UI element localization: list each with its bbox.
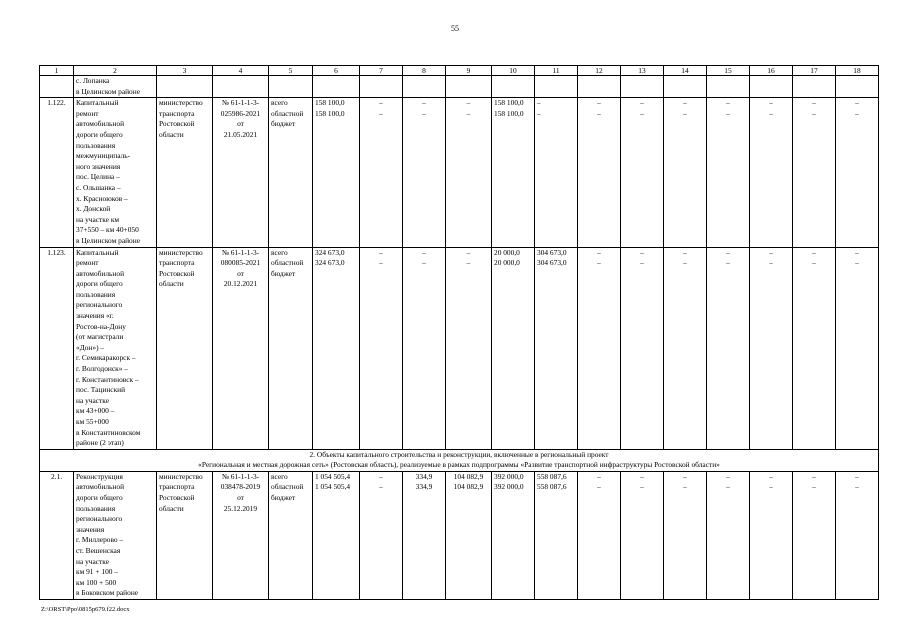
text-line: на участке bbox=[76, 395, 109, 405]
text-line: км 43+000 – bbox=[76, 406, 115, 416]
document-cell bbox=[213, 471, 269, 599]
text-line: ст. Вешенская bbox=[76, 545, 121, 555]
value: – bbox=[466, 247, 471, 257]
text-line: области bbox=[159, 503, 184, 513]
value-cell-18 bbox=[836, 247, 879, 449]
value: – bbox=[769, 482, 773, 492]
empty-cell bbox=[360, 76, 403, 98]
text-line: х. Донской bbox=[76, 204, 111, 214]
text-line: автомобильной bbox=[76, 119, 125, 129]
value: 1 054 505,4 bbox=[315, 471, 351, 481]
text-line: ремонт bbox=[76, 258, 99, 268]
value: 20 000,0 bbox=[494, 258, 520, 268]
empty-cell bbox=[213, 76, 269, 98]
value-cell-12 bbox=[578, 471, 621, 599]
value: – bbox=[812, 247, 816, 257]
text-line: Ростовской bbox=[159, 492, 195, 502]
text-line: транспорта bbox=[159, 482, 195, 492]
value: – bbox=[726, 258, 730, 268]
text-line: министерство bbox=[159, 471, 203, 481]
value: 158 100,0 bbox=[315, 98, 345, 108]
value-cell-9 bbox=[446, 98, 492, 247]
table-row bbox=[40, 247, 879, 449]
text-line: 080085-2021 bbox=[220, 258, 261, 268]
value: – bbox=[769, 258, 773, 268]
text-line: Ростов-на-Дону bbox=[76, 321, 126, 331]
funding-source-label: всего bbox=[271, 98, 288, 108]
text-line: автомобильной bbox=[76, 268, 125, 278]
text-line: на участке bbox=[76, 556, 109, 566]
text-line: от bbox=[237, 492, 244, 502]
value: – bbox=[812, 471, 816, 481]
text-line: «Дон») – bbox=[76, 342, 105, 352]
value-cell-13 bbox=[621, 247, 664, 449]
value-cell-10 bbox=[492, 98, 535, 247]
column-number-9: 9 bbox=[446, 66, 492, 76]
value: – bbox=[683, 258, 687, 268]
text-line: от bbox=[237, 119, 244, 129]
value: – bbox=[466, 108, 471, 118]
text-line: 21.05.2021 bbox=[223, 129, 258, 139]
text-line: в Целинском районе bbox=[76, 235, 140, 245]
value: – bbox=[769, 98, 773, 108]
value: – bbox=[537, 98, 541, 108]
value: 334,9 bbox=[415, 471, 433, 481]
value: 158 100,0 bbox=[315, 108, 345, 118]
value: – bbox=[855, 108, 859, 118]
text-line: в Целинском районе bbox=[76, 86, 140, 96]
column-number-16: 16 bbox=[750, 66, 793, 76]
value: – bbox=[597, 471, 601, 481]
text-line: значения «г. bbox=[76, 311, 114, 321]
value: – bbox=[683, 247, 687, 257]
text-line: регионального bbox=[76, 300, 123, 310]
column-number-8: 8 bbox=[403, 66, 446, 76]
value: – bbox=[597, 482, 601, 492]
value: – bbox=[640, 258, 644, 268]
value: – bbox=[640, 247, 644, 257]
column-number-1: 1 bbox=[40, 66, 74, 76]
row-number-cell: 2.1. bbox=[40, 471, 74, 599]
value-cell-17 bbox=[793, 471, 836, 599]
value-cell-10 bbox=[492, 471, 535, 599]
text-line: транспорта bbox=[159, 258, 195, 268]
value: 158 100,0 bbox=[494, 98, 524, 108]
value: – bbox=[855, 471, 859, 481]
value: – bbox=[769, 108, 773, 118]
value-cell-16 bbox=[750, 247, 793, 449]
document-cell bbox=[213, 98, 269, 247]
value: 1 054 505,4 bbox=[315, 482, 351, 492]
object-name-cell bbox=[74, 76, 157, 98]
empty-cell bbox=[578, 76, 621, 98]
text-line: значения bbox=[76, 524, 105, 534]
value-cell-13 bbox=[621, 98, 664, 247]
funding-source-cell bbox=[269, 98, 313, 247]
file-path-footer: Z:\ORST\Ppo\0815p679.f22.docx bbox=[41, 606, 130, 613]
value-cell-7 bbox=[360, 98, 403, 247]
text-line: министерство bbox=[159, 247, 203, 257]
text-line: с. Лопанка bbox=[76, 76, 110, 85]
value: 324 673,0 bbox=[315, 247, 345, 257]
value: 20 000,0 bbox=[494, 247, 520, 257]
value: – bbox=[422, 258, 426, 268]
value: – bbox=[640, 482, 644, 492]
value: 104 082,9 bbox=[453, 471, 484, 481]
column-number-11: 11 bbox=[535, 66, 578, 76]
value-cell-6 bbox=[313, 471, 360, 599]
section-heading-line: «Региональная и местная дорожная сеть» (Ростовская область), реализуемые в рамках подпрограммы «Развитие транспортной инфраструктуры Ростовской области» bbox=[198, 460, 720, 470]
value-cell-9 bbox=[446, 247, 492, 449]
value: – bbox=[855, 482, 859, 492]
budget-table bbox=[39, 65, 879, 600]
text-line: ного значения bbox=[76, 161, 121, 171]
column-number-18: 18 bbox=[836, 66, 879, 76]
value-cell-17 bbox=[793, 98, 836, 247]
text-line: автомобильной bbox=[76, 482, 125, 492]
text-line: пользования bbox=[76, 140, 116, 150]
text-line: дороги общего bbox=[76, 492, 123, 502]
column-number-4: 4 bbox=[213, 66, 269, 76]
value: – bbox=[640, 108, 644, 118]
value-cell-16 bbox=[750, 98, 793, 247]
value: – bbox=[640, 471, 644, 481]
value-cell-10 bbox=[492, 247, 535, 449]
value-cell-9 bbox=[446, 471, 492, 599]
row-number-cell: 1.122. bbox=[40, 98, 74, 247]
text-line: Ростовской bbox=[159, 119, 195, 129]
value: – bbox=[769, 247, 773, 257]
text-line: км 55+000 bbox=[76, 417, 109, 426]
value: – bbox=[597, 98, 601, 108]
value-cell-15 bbox=[707, 247, 750, 449]
object-name-cell bbox=[74, 98, 157, 247]
text-line: регионального bbox=[76, 514, 123, 524]
customer-cell bbox=[157, 247, 213, 449]
customer-cell bbox=[157, 98, 213, 247]
empty-cell bbox=[492, 76, 535, 98]
funding-source-label: областной бюджет bbox=[271, 108, 304, 129]
funding-source-label: всего bbox=[271, 471, 288, 481]
text-line: № 61-1-1-3- bbox=[221, 98, 260, 108]
customer-cell bbox=[157, 471, 213, 599]
value: – bbox=[812, 258, 816, 268]
empty-cell bbox=[836, 76, 879, 98]
text-line: Капитальный bbox=[76, 247, 119, 257]
empty-cell bbox=[313, 76, 360, 98]
value: – bbox=[597, 258, 601, 268]
text-line: дороги общего bbox=[76, 279, 123, 289]
text-line: пользования bbox=[76, 503, 116, 513]
value-cell-6 bbox=[313, 247, 360, 449]
value: 558 087,6 bbox=[537, 482, 567, 492]
text-line: км 100 + 500 bbox=[76, 577, 117, 587]
text-line: пос. Тацинский bbox=[76, 385, 126, 395]
value: 158 100,0 bbox=[494, 108, 524, 118]
column-number-row bbox=[40, 66, 879, 76]
value: – bbox=[812, 108, 816, 118]
text-line: № 61-1-1-3- bbox=[221, 471, 260, 481]
text-line: министерство bbox=[159, 98, 203, 108]
table-row bbox=[40, 76, 879, 98]
value: – bbox=[379, 98, 383, 108]
value-cell-15 bbox=[707, 471, 750, 599]
text-line: области bbox=[159, 129, 184, 139]
column-number-6: 6 bbox=[313, 66, 360, 76]
funding-source-label: областной бюджет bbox=[271, 258, 304, 278]
column-number-17: 17 bbox=[793, 66, 836, 76]
value: – bbox=[422, 98, 426, 108]
value: – bbox=[597, 247, 601, 257]
value-cell-17 bbox=[793, 247, 836, 449]
text-line: 038478-2019 bbox=[220, 482, 261, 492]
value-cell-7 bbox=[360, 471, 403, 599]
value: – bbox=[466, 98, 471, 108]
page-number: 55 bbox=[451, 24, 459, 33]
value-cell-8 bbox=[403, 471, 446, 599]
text-line: г. Семикаракорск – bbox=[76, 353, 136, 363]
text-line: Капитальный bbox=[76, 98, 119, 108]
value-cell-11 bbox=[535, 471, 578, 599]
funding-source-label: всего bbox=[271, 247, 288, 257]
value: – bbox=[379, 258, 383, 268]
column-number-3: 3 bbox=[157, 66, 213, 76]
value: – bbox=[379, 482, 383, 492]
section-heading-row bbox=[40, 449, 879, 471]
column-number-15: 15 bbox=[707, 66, 750, 76]
value-cell-8 bbox=[403, 98, 446, 247]
value-cell-14 bbox=[664, 98, 707, 247]
column-number-12: 12 bbox=[578, 66, 621, 76]
text-line: км 91 + 100 – bbox=[76, 567, 118, 577]
value-cell-16 bbox=[750, 471, 793, 599]
value: – bbox=[812, 98, 816, 108]
empty-cell bbox=[403, 76, 446, 98]
text-line: районе (2 этап) bbox=[76, 438, 124, 448]
value: 104 082,9 bbox=[453, 482, 484, 492]
value-cell-11 bbox=[535, 98, 578, 247]
value: – bbox=[683, 98, 687, 108]
value-cell-15 bbox=[707, 98, 750, 247]
value: 334,9 bbox=[415, 482, 433, 492]
object-name-cell bbox=[74, 471, 157, 599]
text-line: транспорта bbox=[159, 108, 195, 118]
empty-cell bbox=[707, 76, 750, 98]
value: – bbox=[683, 471, 687, 481]
text-line: в Константиновском bbox=[76, 427, 141, 437]
value-cell-18 bbox=[836, 98, 879, 247]
value: 304 673,0 bbox=[537, 247, 567, 257]
text-line: 025986-2021 bbox=[220, 108, 261, 118]
empty-cell bbox=[446, 76, 492, 98]
value: – bbox=[422, 247, 426, 257]
empty-cell bbox=[157, 76, 213, 98]
value-cell-7 bbox=[360, 247, 403, 449]
value-cell-6 bbox=[313, 98, 360, 247]
empty-cell bbox=[750, 76, 793, 98]
value: – bbox=[855, 258, 859, 268]
value: – bbox=[812, 482, 816, 492]
row-number-cell bbox=[40, 76, 74, 98]
value: 392 000,0 bbox=[494, 471, 524, 481]
table-row bbox=[40, 471, 879, 599]
value-cell-12 bbox=[578, 98, 621, 247]
column-number-13: 13 bbox=[621, 66, 664, 76]
funding-source-cell bbox=[269, 471, 313, 599]
value: – bbox=[683, 482, 687, 492]
value: 304 673,0 bbox=[537, 258, 567, 268]
column-number-10: 10 bbox=[492, 66, 535, 76]
funding-source-label: областной бюджет bbox=[271, 482, 304, 502]
value: – bbox=[726, 247, 730, 257]
value: – bbox=[855, 247, 859, 257]
value: 324 673,0 bbox=[315, 258, 345, 268]
text-line: с. Ольшанка – bbox=[76, 182, 121, 192]
value: – bbox=[855, 98, 859, 108]
value: – bbox=[597, 108, 601, 118]
text-line: на участке км bbox=[76, 214, 120, 224]
section-heading-line: 2. Объекты капитального строительства и реконструкции, включенные в региональный проект bbox=[309, 449, 609, 459]
empty-cell bbox=[535, 76, 578, 98]
text-line: ремонт bbox=[76, 108, 99, 118]
text-line: Ростовской bbox=[159, 268, 195, 278]
text-line: Реконструкция bbox=[76, 471, 123, 481]
value: – bbox=[379, 108, 383, 118]
column-number-5: 5 bbox=[269, 66, 313, 76]
value-cell-14 bbox=[664, 471, 707, 599]
value-cell-12 bbox=[578, 247, 621, 449]
value: – bbox=[379, 247, 383, 257]
text-line: 25.12.2019 bbox=[223, 503, 258, 513]
empty-cell bbox=[269, 76, 313, 98]
column-number-14: 14 bbox=[664, 66, 707, 76]
text-line: х. Красноюков – bbox=[76, 193, 128, 203]
value: – bbox=[769, 471, 773, 481]
value-cell-13 bbox=[621, 471, 664, 599]
empty-cell bbox=[621, 76, 664, 98]
value-cell-18 bbox=[836, 471, 879, 599]
value: – bbox=[379, 471, 383, 481]
value-cell-14 bbox=[664, 247, 707, 449]
section-heading bbox=[40, 449, 879, 471]
text-line: 20.12.2021 bbox=[223, 279, 258, 289]
text-line: г. Волгодонск» – bbox=[76, 364, 128, 374]
text-line: г. Миллерово – bbox=[76, 535, 124, 545]
text-line: (от магистрали bbox=[76, 332, 124, 342]
row-number-cell: 1.123. bbox=[40, 247, 74, 449]
document-cell bbox=[213, 247, 269, 449]
text-line: № 61-1-1-3- bbox=[221, 247, 260, 257]
table-row bbox=[40, 98, 879, 247]
value: 392 000,0 bbox=[494, 482, 524, 492]
value: – bbox=[537, 108, 541, 118]
value: – bbox=[726, 98, 730, 108]
value: – bbox=[640, 98, 644, 108]
value: – bbox=[466, 258, 471, 268]
column-number-2: 2 bbox=[74, 66, 157, 76]
table-body bbox=[40, 66, 879, 600]
value: – bbox=[726, 471, 730, 481]
empty-cell bbox=[664, 76, 707, 98]
value: – bbox=[726, 482, 730, 492]
text-line: в Боковском районе bbox=[76, 588, 139, 598]
value: – bbox=[726, 108, 730, 118]
value: 558 087,6 bbox=[537, 471, 567, 481]
value-cell-8 bbox=[403, 247, 446, 449]
empty-cell bbox=[793, 76, 836, 98]
text-line: межмуниципаль- bbox=[76, 151, 131, 161]
object-name-cell bbox=[74, 247, 157, 449]
funding-source-cell bbox=[269, 247, 313, 449]
text-line: области bbox=[159, 279, 184, 289]
text-line: пользования bbox=[76, 289, 116, 299]
column-number-7: 7 bbox=[360, 66, 403, 76]
text-line: пос. Целина – bbox=[76, 172, 120, 182]
text-line: от bbox=[237, 268, 244, 278]
value-cell-11 bbox=[535, 247, 578, 449]
text-line: 37+550 – км 40+050 bbox=[76, 225, 139, 235]
value: – bbox=[683, 108, 687, 118]
value: – bbox=[422, 108, 426, 118]
text-line: дороги общего bbox=[76, 129, 123, 139]
text-line: г. Константиновск – bbox=[76, 374, 139, 384]
